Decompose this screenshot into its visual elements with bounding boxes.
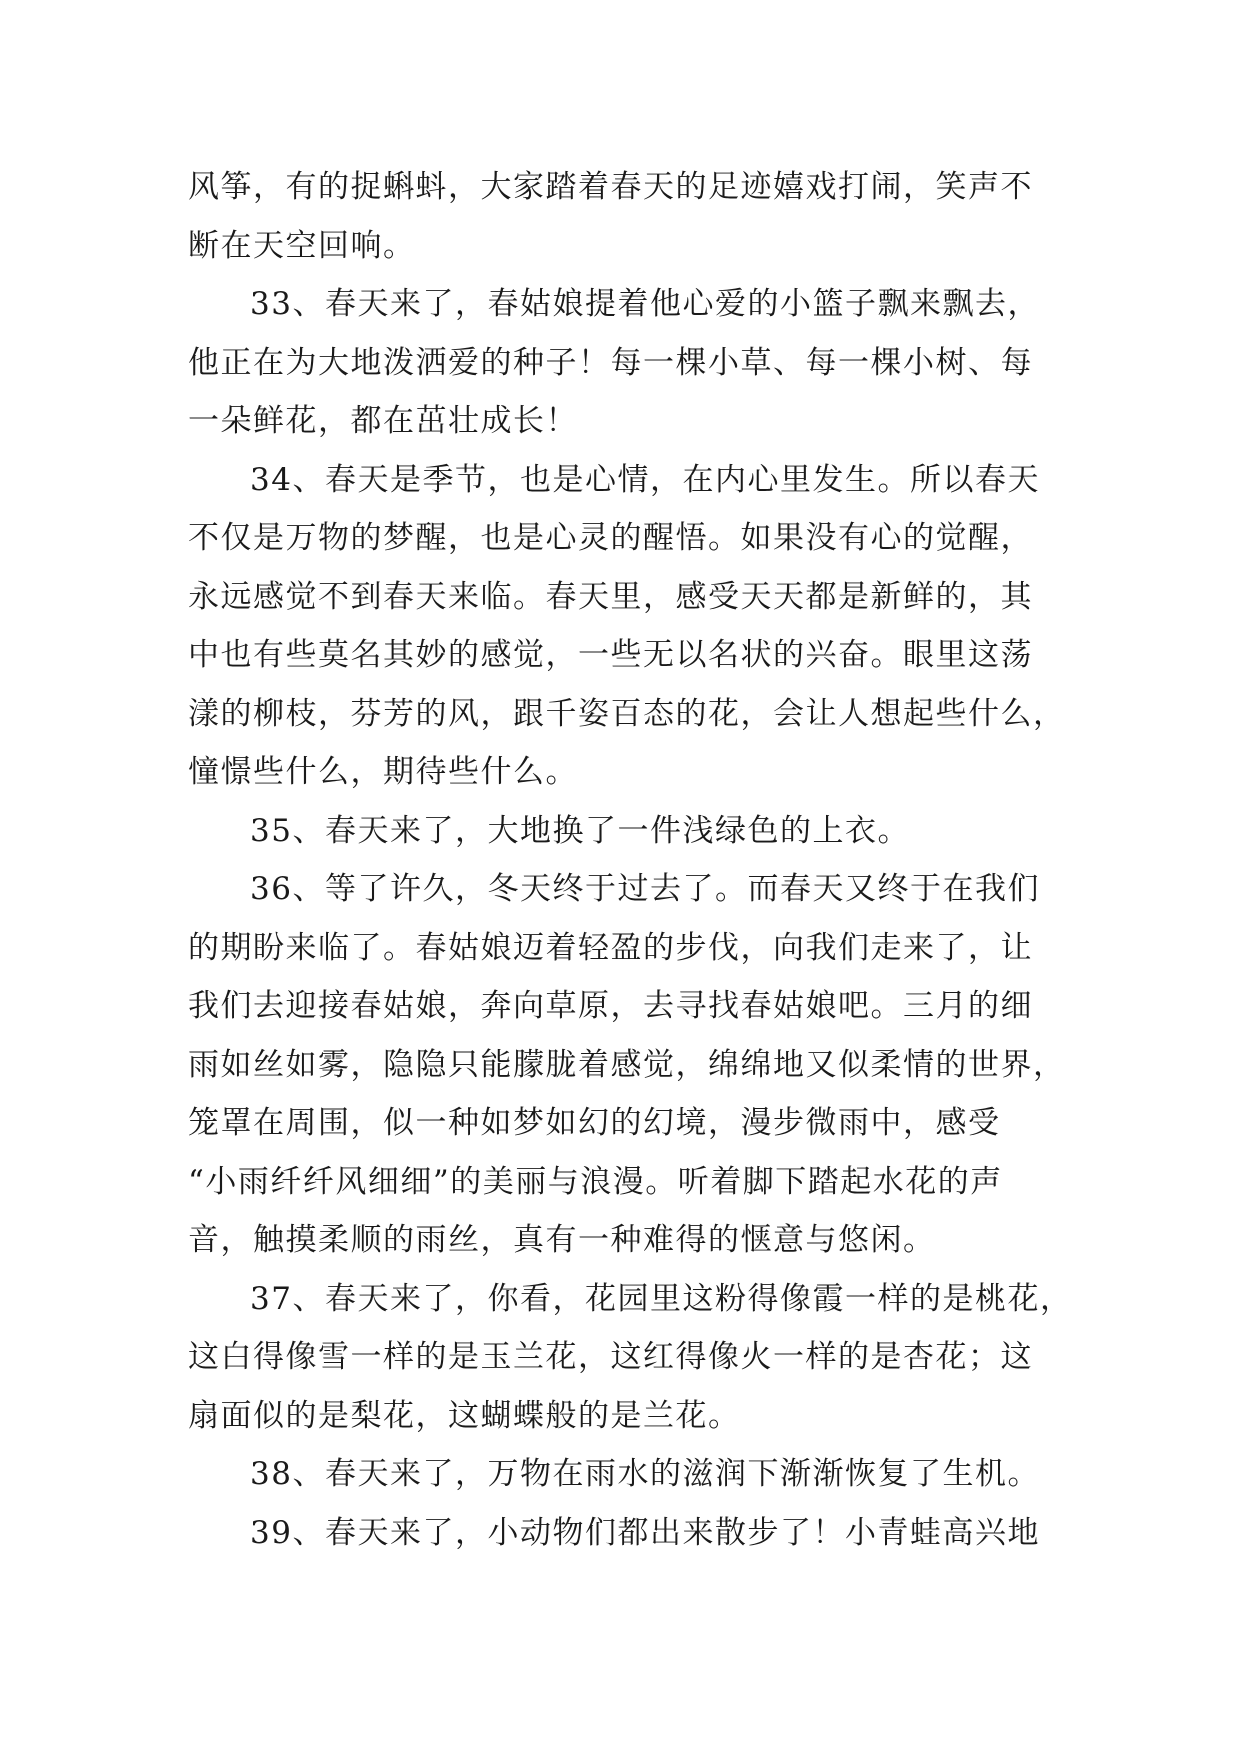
- text-line: 中也有些莫名其妙的感觉，一些无以名状的兴奋。眼里这荡: [188, 637, 1033, 673]
- text-line: “小雨纤纤风细细”的美丽与浪漫。听着脚下踏起水花的声: [188, 1163, 1003, 1200]
- text-line: 一朵鲜花，都在茁壮成长！: [188, 403, 578, 439]
- text-line: 扇面似的是梨花，这蝴蝶般的是兰花。: [188, 1397, 741, 1434]
- text-line: 憧憬些什么，期待些什么。: [188, 754, 578, 790]
- text-line: 漾的柳枝，芬芳的风，跟千姿百态的花，会让人想起些什么，: [188, 695, 1066, 732]
- text-line: 音，触摸柔顺的雨丝，真有一种难得的惬意与悠闲。: [188, 1222, 936, 1258]
- document-body: [188, 158, 1088, 1562]
- text-line: 的期盼来临了。春姑娘迈着轻盈的步伐，向我们走来了，让: [188, 929, 1033, 966]
- paragraph-start-34: 34、春天是季节，也是心情，在内心里发生。所以春天: [250, 461, 1040, 498]
- text-line: 他正在为大地泼洒爱的种子！每一棵小草、每一棵小树、每: [188, 344, 1033, 381]
- paragraph-start-33: 33、春天来了，春姑娘提着他心爱的小篮子飘来飘去，: [250, 286, 1040, 322]
- paragraph-start-39: 39、春天来了，小动物们都出来散步了！小青蛙高兴地: [250, 1514, 1040, 1551]
- text-line: 这白得像雪一样的是玉兰花，这红得像火一样的是杏花；这: [188, 1339, 1033, 1375]
- text-line: 笼罩在周围，似一种如梦如幻的幻境，漫步微雨中，感受: [188, 1105, 1001, 1141]
- text-line: 不仅是万物的梦醒，也是心灵的醒悟。如果没有心的觉醒，: [188, 520, 1033, 556]
- text-line: 我们去迎接春姑娘，奔向草原，去寻找春姑娘吧。三月的细: [188, 988, 1033, 1024]
- paragraph-start-38: 38、春天来了，万物在雨水的滋润下渐渐恢复了生机。: [250, 1456, 1040, 1492]
- paragraph-start-37: 37、春天来了，你看，花园里这粉得像霞一样的是桃花，: [250, 1280, 1073, 1317]
- text-line: 永远感觉不到春天来临。春天里，感受天天都是新鲜的，其: [188, 578, 1033, 615]
- text-line: 断在天空回响。: [188, 227, 416, 264]
- paragraph-start-35: 35、春天来了，大地换了一件浅绿色的上衣。: [250, 812, 910, 849]
- paragraph-start-36: 36、等了许久，冬天终于过去了。而春天又终于在我们: [250, 871, 1040, 907]
- text-line: 风筝，有的捉蝌蚪，大家踏着春天的足迹嬉戏打闹，笑声不: [188, 169, 1033, 205]
- text-line: 雨如丝如雾，隐隐只能朦胧着感觉，绵绵地又似柔情的世界，: [188, 1046, 1066, 1083]
